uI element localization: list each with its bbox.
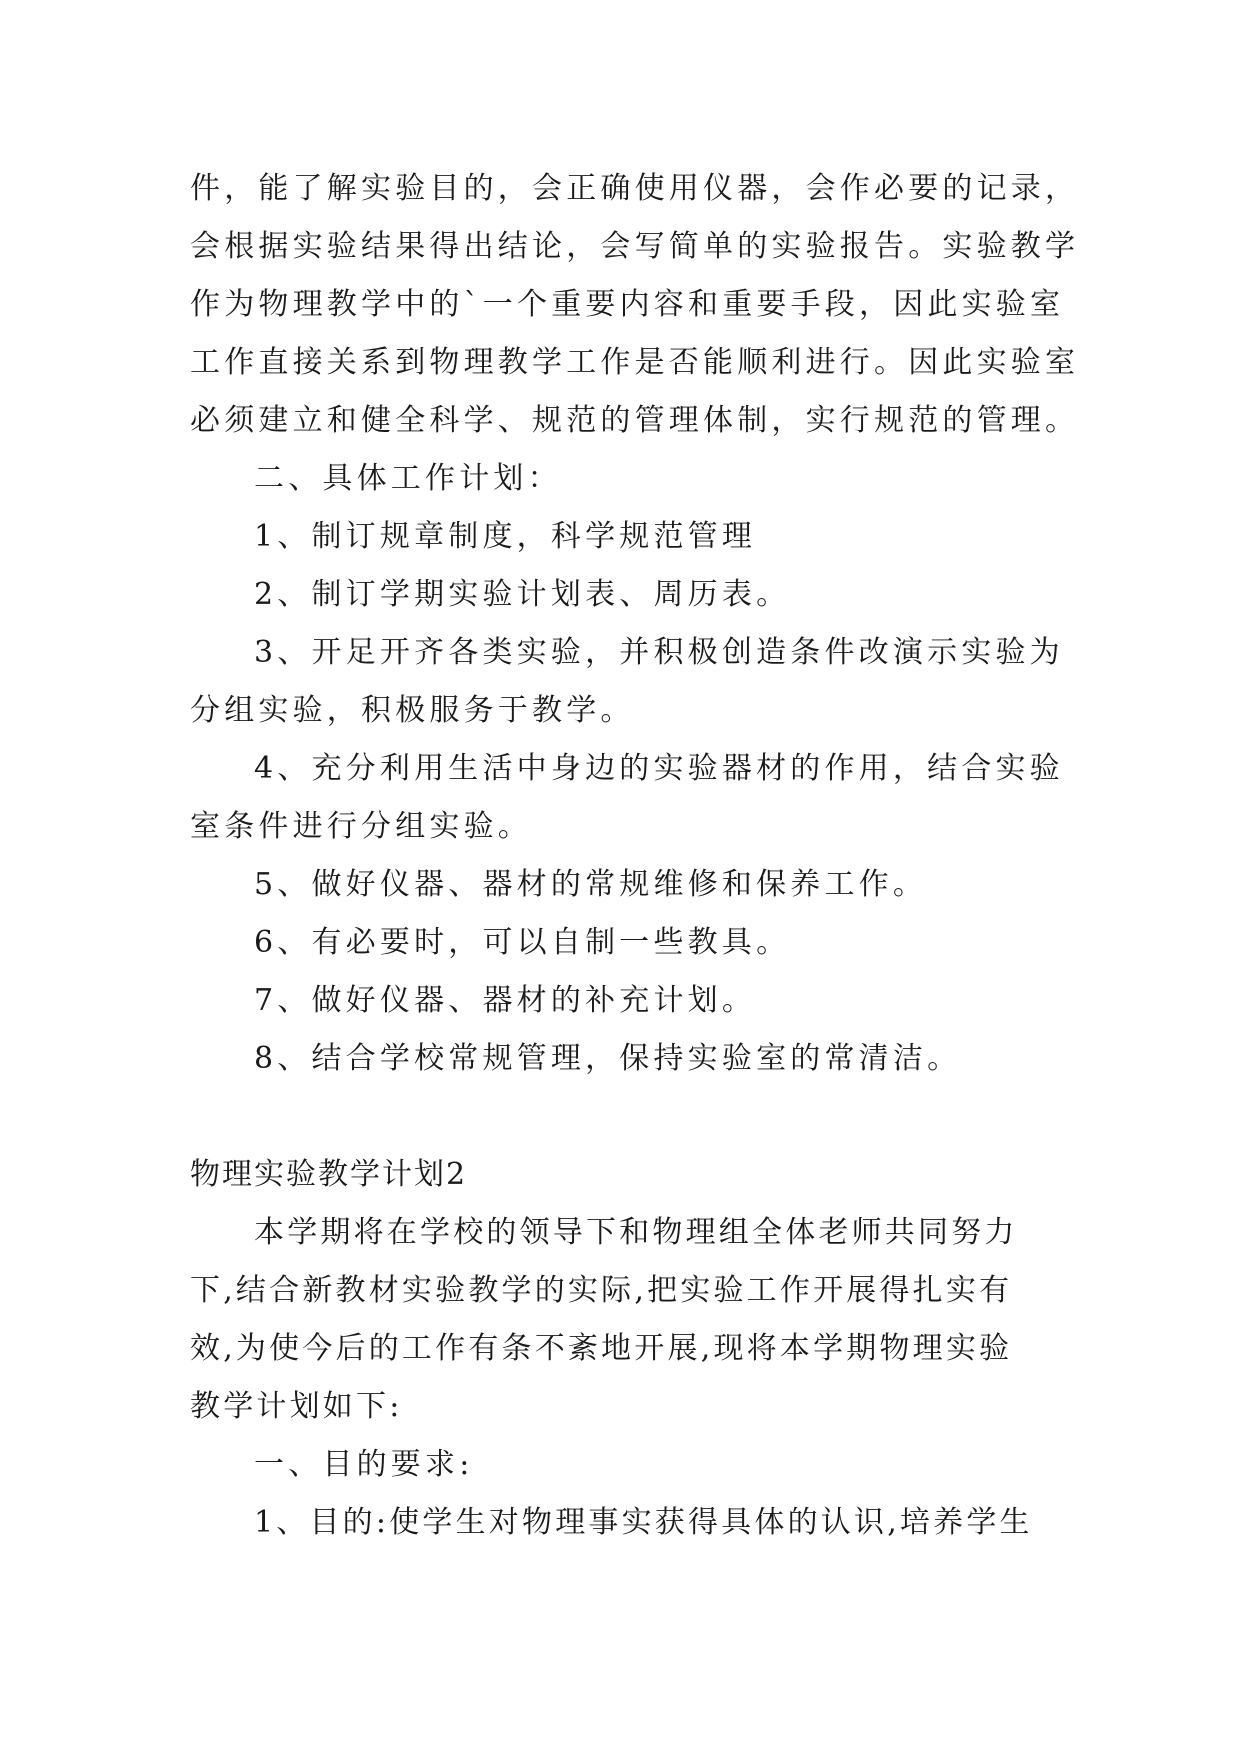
text-line: 教学计划如下:: [190, 1389, 403, 1424]
list-item: 6、有必要时，可以自制一些教具。: [254, 925, 791, 960]
plan-item-2: [190, 566, 1060, 624]
text-line: 件，能了解实验目的，会正确使用仪器，会作必要的记录，: [190, 171, 1080, 206]
intro-paragraph: [190, 160, 1080, 450]
text-line: 本学期将在学校的领导下和物理组全体老师共同努力: [254, 1215, 1018, 1250]
text-line: 必须建立和健全科学、规范的管理体制，实行规范的管理。: [190, 403, 1080, 438]
section2-intro-paragraph: [190, 1204, 1060, 1436]
list-item: 8、结合学校常规管理，保持实验室的常清洁。: [254, 1041, 962, 1076]
plan-item-1: [190, 508, 1060, 566]
text-line: 效,为使今后的工作有条不紊地开展,现将本学期物理实验: [190, 1331, 1013, 1366]
list-item: 4、充分利用生活中身边的实验器材的作用，结合实验: [254, 751, 1064, 786]
list-item: 1、目的:使学生对物理事实获得具体的认识,培养学生: [254, 1505, 1033, 1540]
list-item: 7、做好仪器、器材的补充计划。: [254, 983, 757, 1018]
goal-item-block: [190, 1494, 1060, 1552]
section-spacer: [190, 1088, 1060, 1146]
document-body: [190, 160, 1080, 1552]
section2-title-block: [190, 1146, 1060, 1204]
plan-item-7: [190, 972, 1060, 1030]
list-item-continuation: 分组实验，积极服务于教学。: [190, 693, 635, 728]
plan-item-6: [190, 914, 1060, 972]
text-line: 会根据实验结果得出结论，会写简单的实验报告。实验教学: [190, 229, 1080, 264]
text-line: 工作直接关系到物理教学工作是否能顺利进行。因此实验室: [190, 345, 1080, 380]
text-line: 作为物理教学中的`一个重要内容和重要手段，因此实验室: [190, 287, 1065, 322]
plan-item-4: [190, 740, 1064, 856]
plan-item-8: [190, 1030, 1060, 1088]
plan-item-5: [190, 856, 1060, 914]
list-item: 2、制订学期实验计划表、周历表。: [254, 577, 791, 612]
section-title: 物理实验教学计划2: [190, 1157, 468, 1192]
plan-heading: [190, 450, 1060, 508]
plan-item-3: [190, 624, 1064, 740]
section-heading: 二、具体工作计划：: [254, 461, 562, 496]
list-item: 1、制订规章制度，科学规范管理: [254, 519, 757, 554]
list-item-continuation: 室条件进行分组实验。: [190, 809, 532, 844]
list-item: 5、做好仪器、器材的常规维修和保养工作。: [254, 867, 928, 902]
list-item: 3、开足开齐各类实验，并积极创造条件改演示实验为: [254, 635, 1064, 670]
text-line: 下,结合新教材实验教学的实际,把实验工作开展得扎实有: [190, 1273, 1013, 1308]
goal-heading-block: [190, 1436, 1060, 1494]
section-heading: 一、目的要求:: [254, 1447, 474, 1482]
